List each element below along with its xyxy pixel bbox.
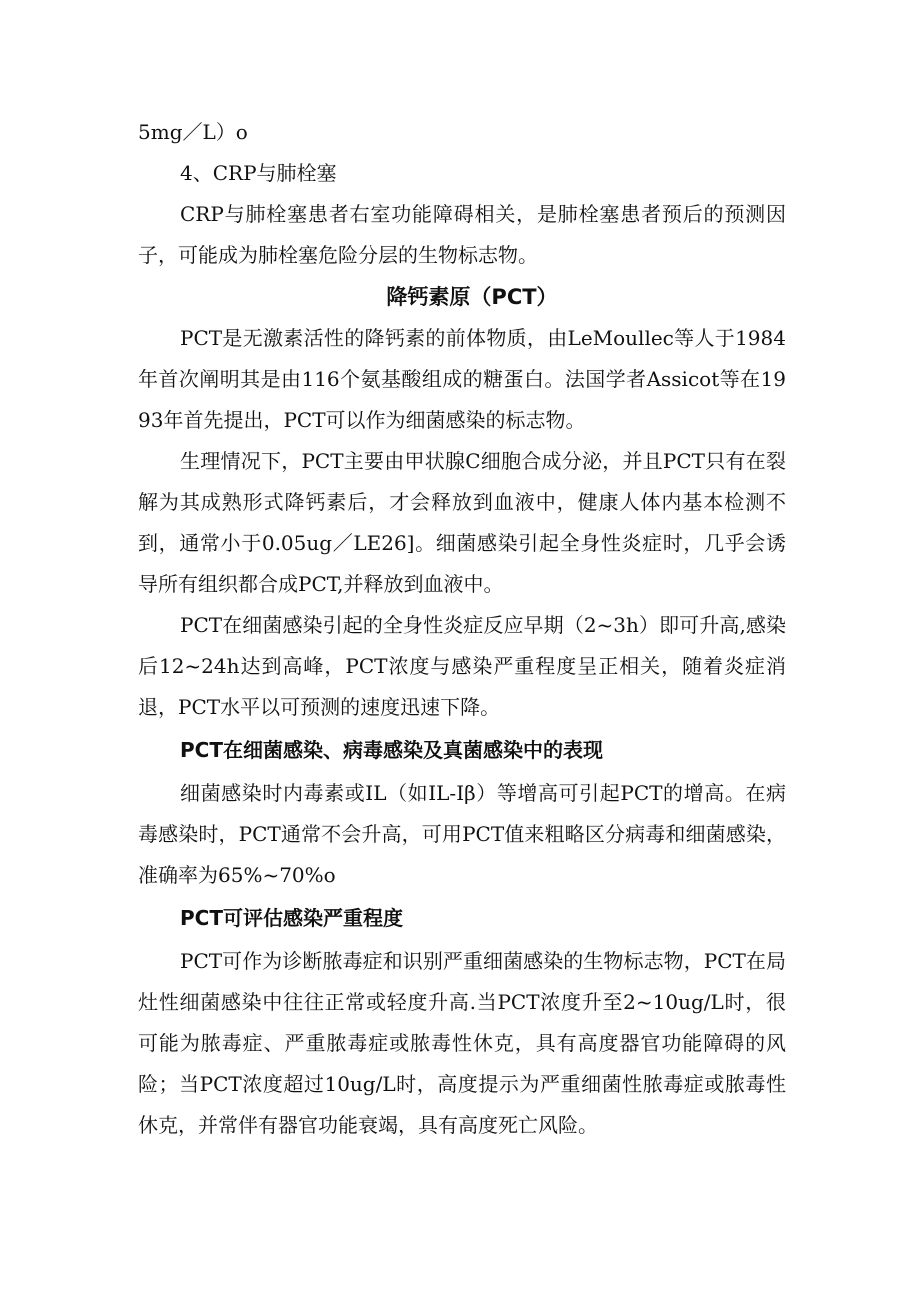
subheading-severity: PCT可评估感染严重程度 — [180, 906, 403, 930]
item-4-title: 4、CRP与肺栓塞 — [180, 161, 337, 185]
document-page — [138, 112, 786, 1146]
paragraph-pct-kinetics: PCT在细菌感染引起的全身性炎症反应早期（2~3h）即可升高,感染后12~24h达到高峰，PCT浓度与感染严重程度呈正相关，随着炎症消退，PCT水平以可预测的速度迅速下降。 — [138, 613, 786, 719]
paragraph-crp-pulmonary-embolism: CRP与肺栓塞患者右室功能障碍相关，是肺栓塞患者预后的预测因子，可能成为肺栓塞危险分层的生物标志物。 — [138, 202, 786, 267]
subheading-infection-types: PCT在细菌感染、病毒感染及真菌感染中的表现 — [180, 738, 603, 762]
paragraph-pct-physiology: 生理情况下，PCT主要由甲状腺C细胞合成分泌，并且PCT只有在裂解为其成熟形式降钙素后，才会释放到血液中，健康人体内基本检测不到，通常小于0.05ug／LE26]。细菌感染引起全身性炎症时，几乎会诱导所有组织都合成PCT,并释放到血液中。 — [138, 449, 786, 596]
section-title-pct: 降钙素原（PCT） — [386, 285, 558, 309]
paragraph-continuation: 5mg／L）o — [138, 120, 248, 144]
paragraph-pct-intro: PCT是无激素活性的降钙素的前体物质，由LeMoullec等人于1984年首次阐明其是由116个氨基酸组成的糖蛋白。法国学者Assicot等在1993年首先提出，PCT可以作为细菌感染的标志物。 — [138, 326, 786, 432]
paragraph-infection-types: 细菌感染时内毒素或IL（如IL-Iβ）等增高可引起PCT的增高。在病毒感染时，PCT通常不会升高，可用PCT值来粗略区分病毒和细菌感染，准确率为65%~70%o — [138, 781, 786, 887]
paragraph-severity: PCT可作为诊断脓毒症和识别严重细菌感染的生物标志物，PCT在局灶性细菌感染中往往正常或轻度升高.当PCT浓度升至2~10ug/L时，很可能为脓毒症、严重脓毒症或脓毒性休克，具有高度器官功能障碍的风险；当PCT浓度超过10ug/L时，高度提示为严重细菌性脓毒症或脓毒性休克，并常伴有器官功能衰竭，具有高度死亡风险。 — [138, 949, 786, 1137]
